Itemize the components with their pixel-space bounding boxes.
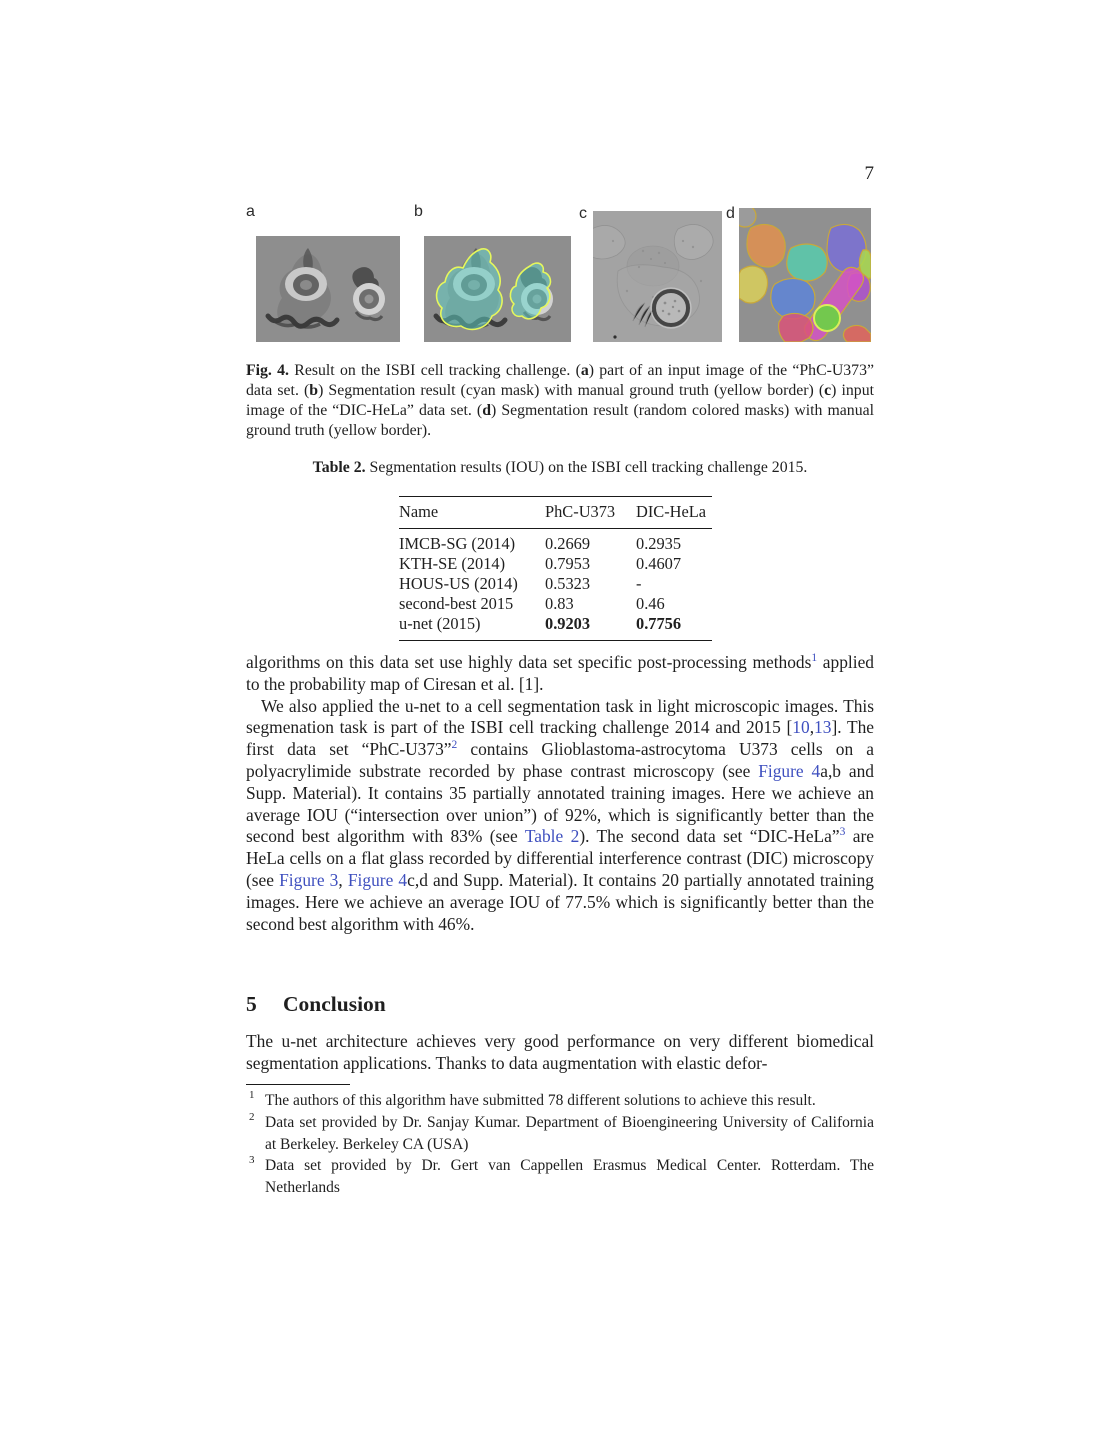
text-segment: Fig. 4. [246, 362, 290, 379]
table-row [399, 529, 712, 555]
figure-panel-label-b: b [414, 203, 423, 220]
panel-a-phase-contrast-image [256, 236, 400, 342]
table-cell: IMCB-SG (2014) [399, 534, 516, 553]
text-segment: c [824, 382, 832, 399]
text-segment: Table 2. [312, 459, 366, 476]
text-segment: ) part of an input image of the “PhC-U373” data set. ( [246, 362, 874, 399]
figure-panel-label-c: c [579, 205, 587, 222]
text-segment: a [580, 362, 589, 379]
footnotes [246, 1090, 874, 1199]
text-segment: d [482, 402, 491, 419]
footnote-link[interactable]: 1 [811, 652, 818, 665]
footnote-marker: 1 [249, 1089, 255, 1101]
text-segment: contains Glioblastoma-astrocytoma U373 cells on a polyacrylimide substrate recorded by phase contrast microscopy (see [246, 739, 874, 781]
footnote-link[interactable]: 3 [839, 826, 846, 839]
text-segment: b [309, 382, 319, 399]
text-segment: , [338, 869, 348, 890]
footnote-marker: 3 [249, 1154, 255, 1167]
table-cell: 0.83 [545, 594, 574, 613]
table-cell: second-best 2015 [399, 594, 514, 613]
table-cell: 0.7756 [636, 614, 682, 633]
text-segment: The u-net architecture achieves very good performance on very different biomedical segmentation applications. Thanks to data augmentation with elastic defor- [246, 1031, 874, 1073]
text-segment: ]. The first data set “PhC-U373” [246, 717, 874, 760]
figure-panel-label-d: d [726, 205, 735, 222]
text-segment: algorithms on this data set use highly data set specific post-processing methods [246, 652, 812, 672]
table-cell: 0.4607 [636, 554, 682, 573]
footnote-text: Data set provided by Dr. Gert van Cappellen Erasmus Medical Center. Rotterdam. The Netherlands [265, 1157, 874, 1197]
text-segment: , [809, 717, 815, 738]
table-cell: 0.9203 [545, 614, 591, 633]
page-number: 7 [864, 163, 874, 184]
table-cell: 0.2669 [545, 534, 591, 553]
footnote [246, 1112, 874, 1156]
table-row [399, 574, 712, 594]
table-cell: 0.46 [636, 594, 665, 613]
results-table-body [399, 529, 712, 641]
figure-panel-label-a: a [246, 203, 255, 220]
table-cell: u-net (2015) [399, 614, 481, 633]
footnote [246, 1155, 874, 1199]
text-segment: Segmentation results (IOU) on the ISBI cell tracking challenge 2015. [365, 459, 808, 476]
text-segment: c,d and Supp. Material). It contains 20 partially annotated training images. Here we achieve an average IOU of 77.5% which is significantly better than the second best algorithm with 46%. [246, 869, 875, 934]
panel-d-segmentation-result-image [739, 208, 871, 342]
text-segment: ) Segmentation result (random colored masks) with manual ground truth (yellow border). [246, 402, 874, 439]
conclusion-paragraph [246, 1031, 874, 1075]
table-row [399, 594, 712, 614]
column-header-phc-u373: PhC-U373 [545, 497, 636, 529]
text-segment: a,b and Supp. Material). It contains 35 partially annotated training images. Here we achieve an average IOU (“intersection over union”) of 92%, which is significantly better than the second best algorithm with 83% (see [246, 760, 874, 847]
footnote-text: Data set provided by Dr. Sanjay Kumar. Department of Bioengineering University of California at Berkeley. Berkeley CA (USA) [265, 1113, 874, 1153]
table-row [399, 554, 712, 574]
text-segment: We also applied the u-net to a cell segmentation task in light microscopic images. This segmenation task is part of the ISBI cell tracking challenge 2014 and 2015 [ [246, 695, 874, 738]
reference-link[interactable]: Figure 3 [279, 869, 339, 890]
text-segment: applied to the probability map of Ciresan et al. [1]. [246, 652, 874, 694]
table-row [399, 614, 712, 641]
table-cell: 0.5323 [545, 574, 591, 593]
section-heading [246, 992, 386, 1017]
table-header-row [399, 497, 712, 529]
footnote-marker: 2 [249, 1110, 255, 1123]
body-text [246, 652, 874, 935]
section-number: 5 [246, 992, 257, 1016]
column-header-name: Name [399, 497, 545, 529]
column-header-dic-hela: DIC-HeLa [636, 497, 712, 529]
section-title: Conclusion [283, 992, 386, 1016]
text-segment: ) Segmentation result (cyan mask) with manual ground truth (yellow border) ( [318, 382, 825, 399]
footnote-rule [246, 1084, 350, 1085]
footnote [246, 1090, 874, 1112]
table-cell: 0.2935 [636, 534, 682, 553]
panel-b-segmentation-result-image [424, 236, 571, 342]
text-segment: are HeLa cells on a flat glass recorded by differential interference contrast (DIC) microscopy (see [246, 826, 874, 890]
footnote-text: The authors of this algorithm have submitted 78 different solutions to achieve this result. [265, 1092, 816, 1109]
reference-link[interactable]: 10 [792, 717, 810, 738]
reference-link[interactable]: Table 2 [524, 826, 580, 847]
panel-c-dic-input-image [593, 211, 722, 342]
text-segment: Result on the ISBI cell tracking challenge. ( [289, 362, 581, 379]
table-cell: KTH-SE (2014) [399, 554, 506, 573]
reference-link[interactable]: Figure 4 [758, 760, 821, 781]
body-paragraph-1 [246, 652, 874, 696]
results-table [399, 496, 712, 641]
reference-link[interactable]: 13 [814, 717, 832, 738]
footnote-link[interactable]: 2 [451, 739, 458, 752]
body-paragraph-2 [246, 696, 874, 936]
figure-caption [246, 361, 874, 441]
table-cell: 0.7953 [545, 554, 591, 573]
reference-link[interactable]: Figure 4 [347, 869, 408, 890]
text-segment: ) input image of the “DIC-HeLa” data set. ( [246, 382, 874, 419]
table-cell: HOUS-US (2014) [399, 574, 518, 593]
table-caption [246, 459, 874, 477]
text-segment: ). The second data set “DIC-HeLa” [579, 826, 840, 847]
table-cell: - [636, 574, 642, 593]
